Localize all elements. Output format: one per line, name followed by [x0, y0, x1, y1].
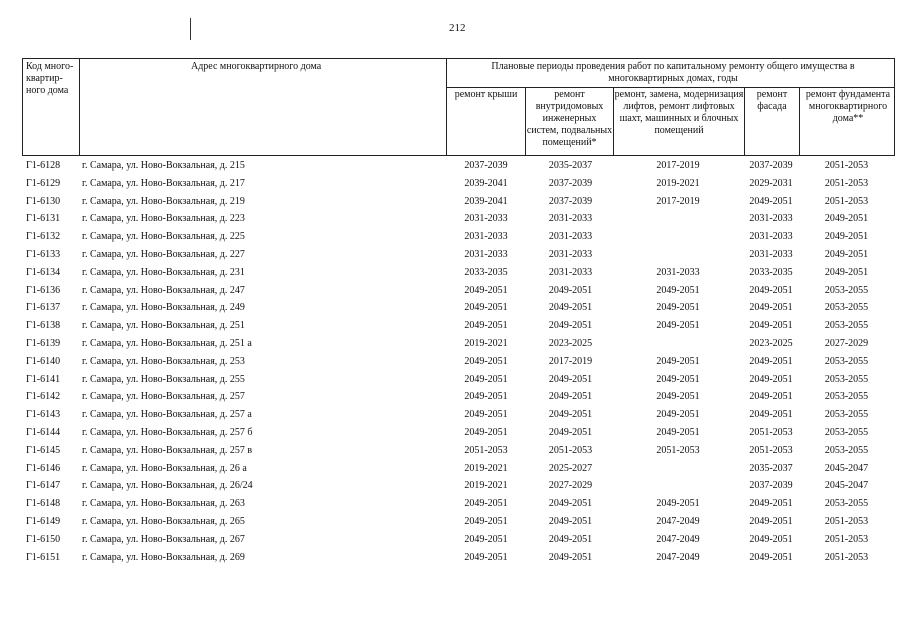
cell-roof: 2049-2051: [464, 533, 508, 545]
cell-address: г. Самара, ул. Ново-Вокзальная, д. 219: [82, 195, 245, 207]
cell-engineering: 2037-2039: [548, 195, 593, 207]
cell-roof: 2049-2051: [464, 284, 508, 296]
cell-facade: 2051-2053: [749, 426, 793, 438]
cell-code: Г1-6151: [26, 551, 61, 563]
cell-code: Г1-6130: [26, 195, 61, 207]
cell-foundation: 2051-2053: [824, 551, 869, 563]
cell-code: Г1-6149: [26, 515, 61, 527]
cell-engineering: 2049-2051: [548, 426, 593, 438]
cell-address: г. Самара, ул. Ново-Вокзальная, д. 26/24: [82, 480, 253, 492]
cell-lifts: 2049-2051: [656, 498, 700, 510]
table-row: [22, 193, 895, 211]
cell-engineering: 2049-2051: [548, 320, 593, 332]
cell-foundation: 2051-2053: [824, 515, 869, 527]
table-row: [22, 442, 895, 460]
table-row: [22, 371, 895, 389]
header-code: Код много-квартир-ного дома: [26, 61, 74, 96]
cell-engineering: 2025-2027: [548, 462, 593, 474]
cell-lifts: 2031-2033: [656, 266, 700, 278]
cell-engineering: 2049-2051: [548, 302, 593, 314]
cell-foundation: 2051-2053: [824, 195, 869, 207]
cell-lifts: 2051-2053: [656, 444, 700, 456]
cell-foundation: 2053-2055: [824, 426, 869, 438]
table-row: [22, 424, 895, 442]
cell-foundation: 2049-2051: [824, 213, 869, 225]
cell-engineering: 2049-2051: [548, 409, 593, 421]
cell-roof: 2049-2051: [464, 320, 508, 332]
cell-roof: 2049-2051: [464, 409, 508, 421]
cell-roof: 2049-2051: [464, 515, 508, 527]
cell-address: г. Самара, ул. Ново-Вокзальная, д. 257 б: [82, 426, 253, 438]
cell-address: г. Самара, ул. Ново-Вокзальная, д. 257 в: [82, 444, 253, 456]
cell-code: Г1-6137: [26, 302, 61, 314]
header-foundation: ремонт фундамента многоквартирного дома**: [805, 89, 891, 124]
cell-code: Г1-6142: [26, 391, 61, 403]
cell-address: г. Самара, ул. Ново-Вокзальная, д. 251 а: [82, 337, 252, 349]
cell-address: г. Самара, ул. Ново-Вокзальная, д. 255: [82, 373, 245, 385]
cell-roof: 2019-2021: [464, 462, 508, 474]
cell-facade: 2049-2051: [749, 515, 793, 527]
header-divider: [446, 59, 447, 155]
cell-engineering: 2049-2051: [548, 373, 593, 385]
cell-address: г. Самара, ул. Ново-Вокзальная, д. 267: [82, 533, 245, 545]
cell-roof: 2049-2051: [464, 355, 508, 367]
cell-address: г. Самара, ул. Ново-Вокзальная, д. 265: [82, 515, 245, 527]
cell-code: Г1-6132: [26, 231, 61, 243]
cell-lifts: 2049-2051: [656, 426, 700, 438]
cell-foundation: 2053-2055: [824, 498, 869, 510]
cell-foundation: 2049-2051: [824, 266, 869, 278]
cell-address: г. Самара, ул. Ново-Вокзальная, д. 223: [82, 213, 245, 225]
cell-engineering: 2049-2051: [548, 551, 593, 563]
table-row: [22, 477, 895, 495]
cell-facade: 2049-2051: [749, 373, 793, 385]
cell-foundation: 2049-2051: [824, 248, 869, 260]
cell-facade: 2037-2039: [749, 480, 793, 492]
cell-engineering: 2023-2025: [548, 337, 593, 349]
cell-lifts: 2019-2021: [656, 177, 700, 189]
table-row: [22, 264, 895, 282]
cell-engineering: 2031-2033: [548, 213, 593, 225]
cell-address: г. Самара, ул. Ново-Вокзальная, д. 217: [82, 177, 245, 189]
table-header: [22, 58, 895, 156]
cell-code: Г1-6139: [26, 337, 61, 349]
cell-code: Г1-6133: [26, 248, 61, 260]
table-row: [22, 513, 895, 531]
header-roof: ремонт крыши: [454, 89, 518, 100]
cell-engineering: 2037-2039: [548, 177, 593, 189]
cell-roof: 2031-2033: [464, 213, 508, 225]
cell-lifts: 2049-2051: [656, 320, 700, 332]
cell-facade: 2033-2035: [749, 266, 793, 278]
cell-facade: 2049-2051: [749, 533, 793, 545]
cell-facade: 2049-2051: [749, 498, 793, 510]
cell-foundation: 2045-2047: [824, 480, 869, 492]
table-row: [22, 157, 895, 175]
cell-code: Г1-6134: [26, 266, 61, 278]
header-engineering: ремонт внутридомовых инженерных систем, подвальных помещений*: [526, 89, 613, 148]
cell-roof: 2051-2053: [464, 444, 508, 456]
cell-address: г. Самара, ул. Ново-Вокзальная, д. 269: [82, 551, 245, 563]
cell-engineering: 2031-2033: [548, 248, 593, 260]
header-divider: [446, 87, 895, 88]
header-periods: Плановые периоды проведения работ по капитальному ремонту общего имущества в многоквартирных домах, годы: [491, 61, 855, 84]
cell-roof: 2049-2051: [464, 498, 508, 510]
cell-code: Г1-6145: [26, 444, 61, 456]
table-row: [22, 388, 895, 406]
cell-lifts: 2049-2051: [656, 373, 700, 385]
cell-foundation: 2053-2055: [824, 444, 869, 456]
header-facade: ремонт фасада: [756, 89, 788, 112]
cell-facade: 2029-2031: [749, 177, 793, 189]
cell-engineering: 2035-2037: [548, 160, 593, 171]
cell-address: г. Самара, ул. Ново-Вокзальная, д. 247: [82, 284, 245, 296]
table-body: [22, 157, 895, 566]
cell-engineering: 2051-2053: [548, 444, 593, 456]
cell-address: г. Самара, ул. Ново-Вокзальная, д. 215: [82, 160, 245, 171]
cell-code: Г1-6144: [26, 426, 61, 438]
cell-roof: 2019-2021: [464, 480, 508, 492]
cell-roof: 2049-2051: [464, 373, 508, 385]
cell-code: Г1-6148: [26, 498, 61, 510]
cell-address: г. Самара, ул. Ново-Вокзальная, д. 225: [82, 231, 245, 243]
table-row: [22, 228, 895, 246]
cell-lifts: 2047-2049: [656, 551, 700, 563]
margin-mark: [190, 18, 191, 40]
cell-foundation: 2053-2055: [824, 320, 869, 332]
cell-address: г. Самара, ул. Ново-Вокзальная, д. 26 а: [82, 462, 247, 474]
cell-roof: 2033-2035: [464, 266, 508, 278]
table-row: [22, 317, 895, 335]
cell-roof: 2039-2041: [464, 195, 508, 207]
cell-address: г. Самара, ул. Ново-Вокзальная, д. 253: [82, 355, 245, 367]
cell-roof: 2049-2051: [464, 426, 508, 438]
cell-address: г. Самара, ул. Ново-Вокзальная, д. 227: [82, 248, 245, 260]
cell-facade: 2049-2051: [749, 355, 793, 367]
cell-code: Г1-6136: [26, 284, 61, 296]
cell-foundation: 2053-2055: [824, 409, 869, 421]
cell-engineering: 2049-2051: [548, 498, 593, 510]
cell-roof: 2049-2051: [464, 302, 508, 314]
cell-address: г. Самара, ул. Ново-Вокзальная, д. 257 а: [82, 409, 252, 421]
cell-facade: 2049-2051: [749, 195, 793, 207]
cell-facade: 2049-2051: [749, 284, 793, 296]
cell-foundation: 2051-2053: [824, 177, 869, 189]
cell-roof: 2049-2051: [464, 391, 508, 403]
cell-lifts: 2049-2051: [656, 284, 700, 296]
cell-code: Г1-6128: [26, 160, 61, 171]
cell-engineering: 2031-2033: [548, 231, 593, 243]
cell-code: Г1-6141: [26, 373, 61, 385]
cell-facade: 2049-2051: [749, 391, 793, 403]
cell-foundation: 2049-2051: [824, 231, 869, 243]
cell-roof: 2019-2021: [464, 337, 508, 349]
table-row: [22, 299, 895, 317]
cell-engineering: 2017-2019: [548, 355, 593, 367]
page-number: 212: [449, 22, 466, 34]
cell-engineering: 2049-2051: [548, 391, 593, 403]
table-row: [22, 495, 895, 513]
table-row: [22, 549, 895, 567]
cell-foundation: 2027-2029: [824, 337, 869, 349]
cell-roof: 2031-2033: [464, 248, 508, 260]
table-row: [22, 246, 895, 264]
cell-facade: 2049-2051: [749, 551, 793, 563]
header-divider: [79, 59, 80, 155]
cell-address: г. Самара, ул. Ново-Вокзальная, д. 257: [82, 391, 245, 403]
cell-lifts: 2049-2051: [656, 409, 700, 421]
cell-foundation: 2053-2055: [824, 355, 869, 367]
cell-roof: 2031-2033: [464, 231, 508, 243]
cell-code: Г1-6143: [26, 409, 61, 421]
cell-code: Г1-6140: [26, 355, 61, 367]
cell-code: Г1-6150: [26, 533, 61, 545]
cell-foundation: 2051-2053: [824, 160, 869, 171]
cell-lifts: 2017-2019: [656, 195, 700, 207]
cell-lifts: 2047-2049: [656, 515, 700, 527]
table-row: [22, 353, 895, 371]
cell-foundation: 2053-2055: [824, 373, 869, 385]
cell-address: г. Самара, ул. Ново-Вокзальная, д. 263: [82, 498, 245, 510]
cell-foundation: 2053-2055: [824, 284, 869, 296]
header-address: Адрес многоквартирного дома: [191, 61, 322, 72]
cell-facade: 2051-2053: [749, 444, 793, 456]
table-row: [22, 406, 895, 424]
cell-lifts: 2049-2051: [656, 355, 700, 367]
table-row: [22, 335, 895, 353]
cell-address: г. Самара, ул. Ново-Вокзальная, д. 249: [82, 302, 245, 314]
cell-code: Г1-6129: [26, 177, 61, 189]
table-row: [22, 175, 895, 193]
cell-lifts: 2049-2051: [656, 391, 700, 403]
cell-lifts: 2017-2019: [656, 160, 700, 171]
cell-address: г. Самара, ул. Ново-Вокзальная, д. 231: [82, 266, 245, 278]
cell-code: Г1-6146: [26, 462, 61, 474]
cell-roof: 2037-2039: [464, 160, 508, 171]
cell-code: Г1-6138: [26, 320, 61, 332]
cell-engineering: 2049-2051: [548, 284, 593, 296]
cell-roof: 2049-2051: [464, 551, 508, 563]
cell-address: г. Самара, ул. Ново-Вокзальная, д. 251: [82, 320, 245, 332]
cell-engineering: 2049-2051: [548, 533, 593, 545]
table-row: [22, 282, 895, 300]
cell-foundation: 2053-2055: [824, 302, 869, 314]
cell-code: Г1-6147: [26, 480, 61, 492]
cell-lifts: 2049-2051: [656, 302, 700, 314]
cell-facade: 2031-2033: [749, 231, 793, 243]
cell-facade: 2031-2033: [749, 213, 793, 225]
table-row: [22, 460, 895, 478]
cell-code: Г1-6131: [26, 213, 61, 225]
cell-engineering: 2027-2029: [548, 480, 593, 492]
cell-roof: 2039-2041: [464, 177, 508, 189]
cell-facade: 2023-2025: [749, 337, 793, 349]
cell-engineering: 2031-2033: [548, 266, 593, 278]
header-lifts: ремонт, замена, модернизация лифтов, ремонт лифтовых шахт, машинных и блочных помещений: [614, 89, 744, 136]
cell-lifts: 2047-2049: [656, 533, 700, 545]
cell-facade: 2049-2051: [749, 409, 793, 421]
cell-facade: 2035-2037: [749, 462, 793, 474]
table-row: [22, 531, 895, 549]
cell-facade: 2049-2051: [749, 302, 793, 314]
cell-foundation: 2045-2047: [824, 462, 869, 474]
cell-facade: 2037-2039: [749, 160, 793, 171]
cell-engineering: 2049-2051: [548, 515, 593, 527]
cell-facade: 2031-2033: [749, 248, 793, 260]
cell-foundation: 2051-2053: [824, 533, 869, 545]
cell-foundation: 2053-2055: [824, 391, 869, 403]
table-row: [22, 210, 895, 228]
cell-facade: 2049-2051: [749, 320, 793, 332]
